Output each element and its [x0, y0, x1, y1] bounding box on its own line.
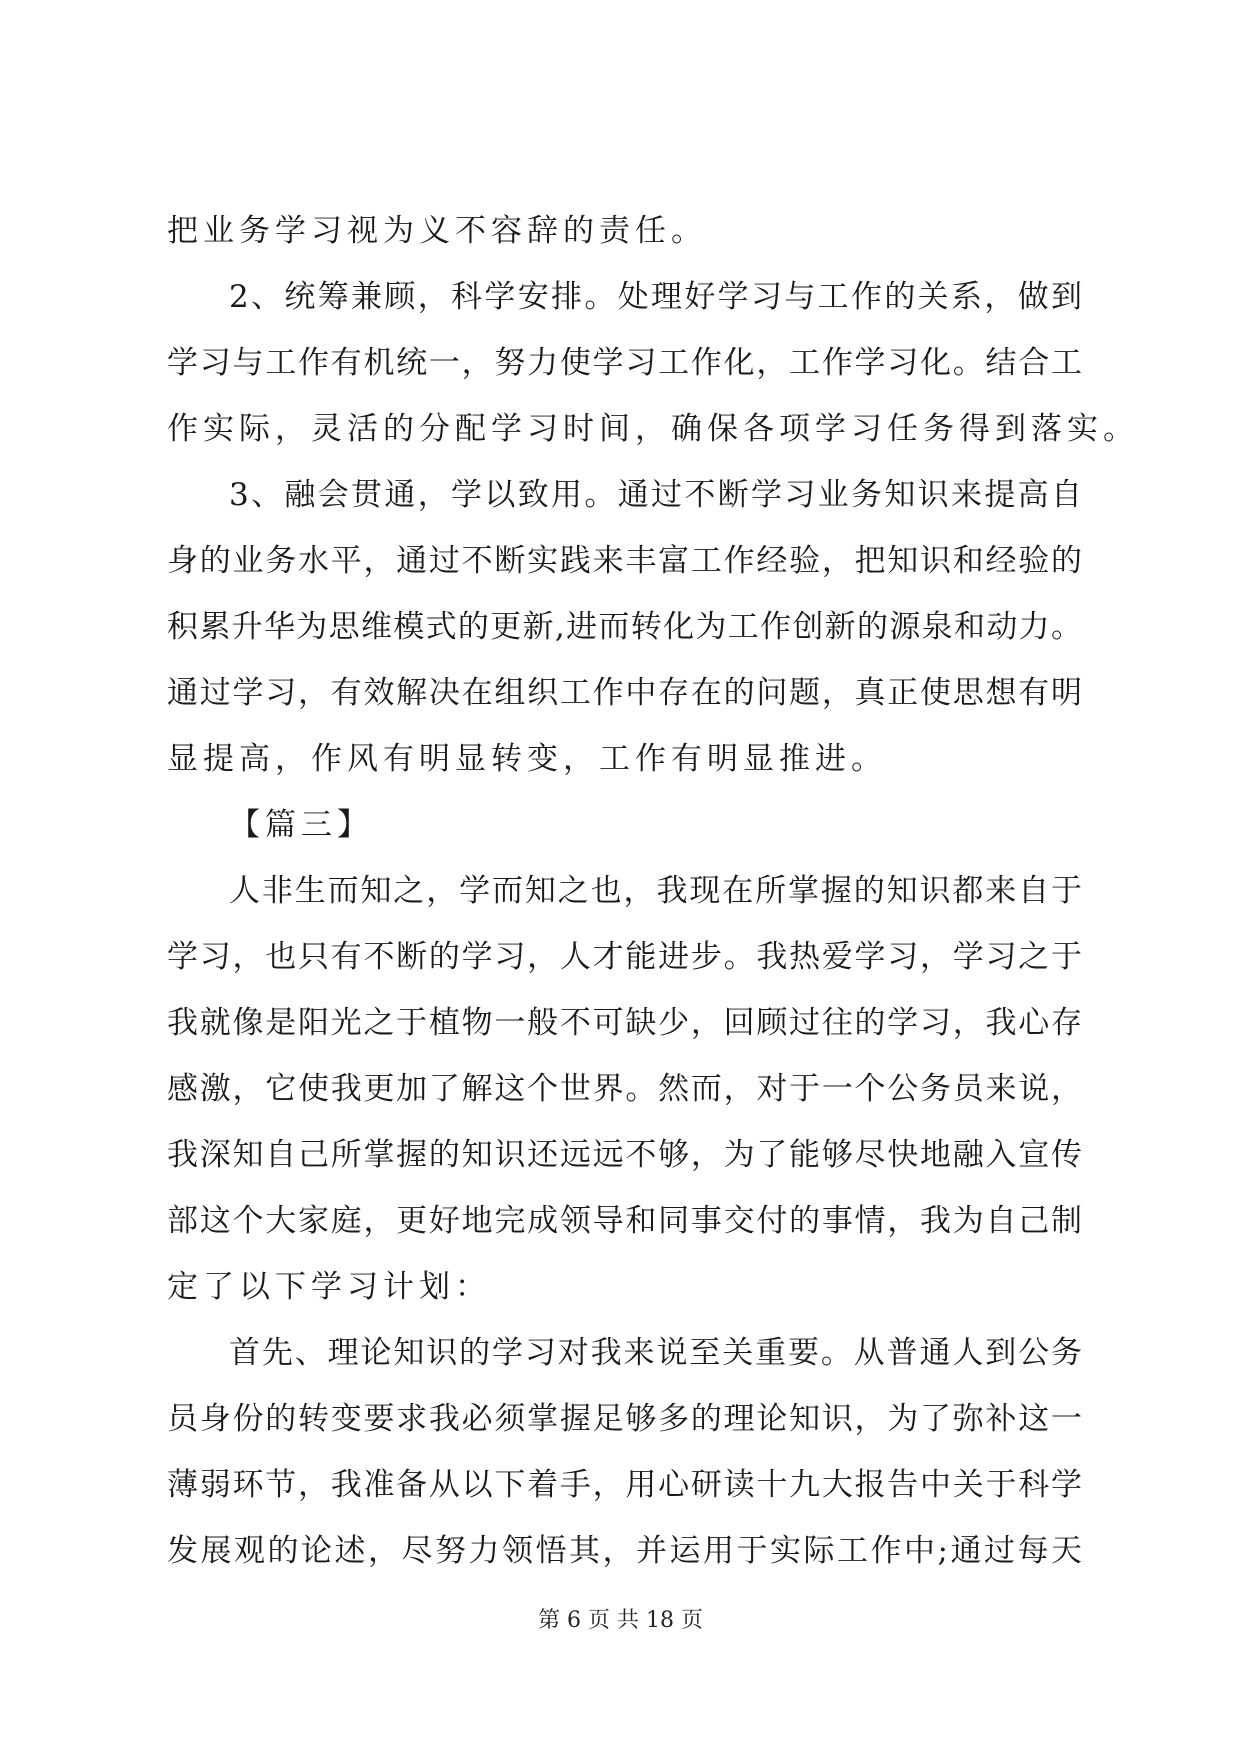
page-number-footer: 第 6 页 共 18 页	[538, 1608, 703, 1633]
text-line: 3、融会贯通，学以致用。通过不断学习业务知识来提高自	[229, 477, 1082, 513]
text-line: 定了以下学习计划：	[167, 1269, 491, 1305]
text-line: 【篇三】	[229, 807, 373, 843]
text-line: 学习与工作有机统一，努力使学习工作化，工作学习化。结合工	[167, 345, 1082, 381]
text-line: 通过学习，有效解决在组织工作中存在的问题，真正使思想有明	[167, 675, 1082, 711]
text-line: 我就像是阳光之于植物一般不可缺少，回顾过往的学习，我心存	[167, 1005, 1082, 1041]
text-line: 2、统筹兼顾，科学安排。处理好学习与工作的关系，做到	[229, 279, 1082, 315]
text-line: 把业务学习视为义不容辞的责任。	[167, 213, 707, 249]
text-line: 发展观的论述，尽努力领悟其，并运用于实际工作中;通过每天	[167, 1533, 1082, 1569]
text-line: 部这个大家庭，更好地完成领导和同事交付的事情，我为自己制	[167, 1203, 1082, 1239]
body-text	[167, 198, 1139, 1584]
text-line: 积累升华为思维模式的更新,进而转化为工作创新的源泉和动力。	[167, 609, 1082, 645]
text-line: 首先、理论知识的学习对我来说至关重要。从普通人到公务	[229, 1335, 1082, 1371]
text-line: 人非生而知之，学而知之也，我现在所掌握的知识都来自于	[229, 873, 1082, 909]
text-line: 员身份的转变要求我必须掌握足够多的理论知识，为了弥补这一	[167, 1401, 1082, 1437]
text-line: 薄弱环节，我准备从以下着手，用心研读十九大报告中关于科学	[167, 1467, 1082, 1503]
text-line: 作实际，灵活的分配学习时间，确保各项学习任务得到落实。	[167, 411, 1139, 447]
text-line: 身的业务水平，通过不断实践来丰富工作经验，把知识和经验的	[167, 543, 1082, 579]
text-line: 感激，它使我更加了解这个世界。然而，对于一个公务员来说，	[167, 1071, 1082, 1107]
text-line: 我深知自己所掌握的知识还远远不够，为了能够尽快地融入宣传	[167, 1137, 1082, 1173]
text-line: 显提高，作风有明显转变，工作有明显推进。	[167, 741, 887, 777]
text-line: 学习，也只有不断的学习，人才能进步。我热爱学习，学习之于	[167, 939, 1082, 975]
